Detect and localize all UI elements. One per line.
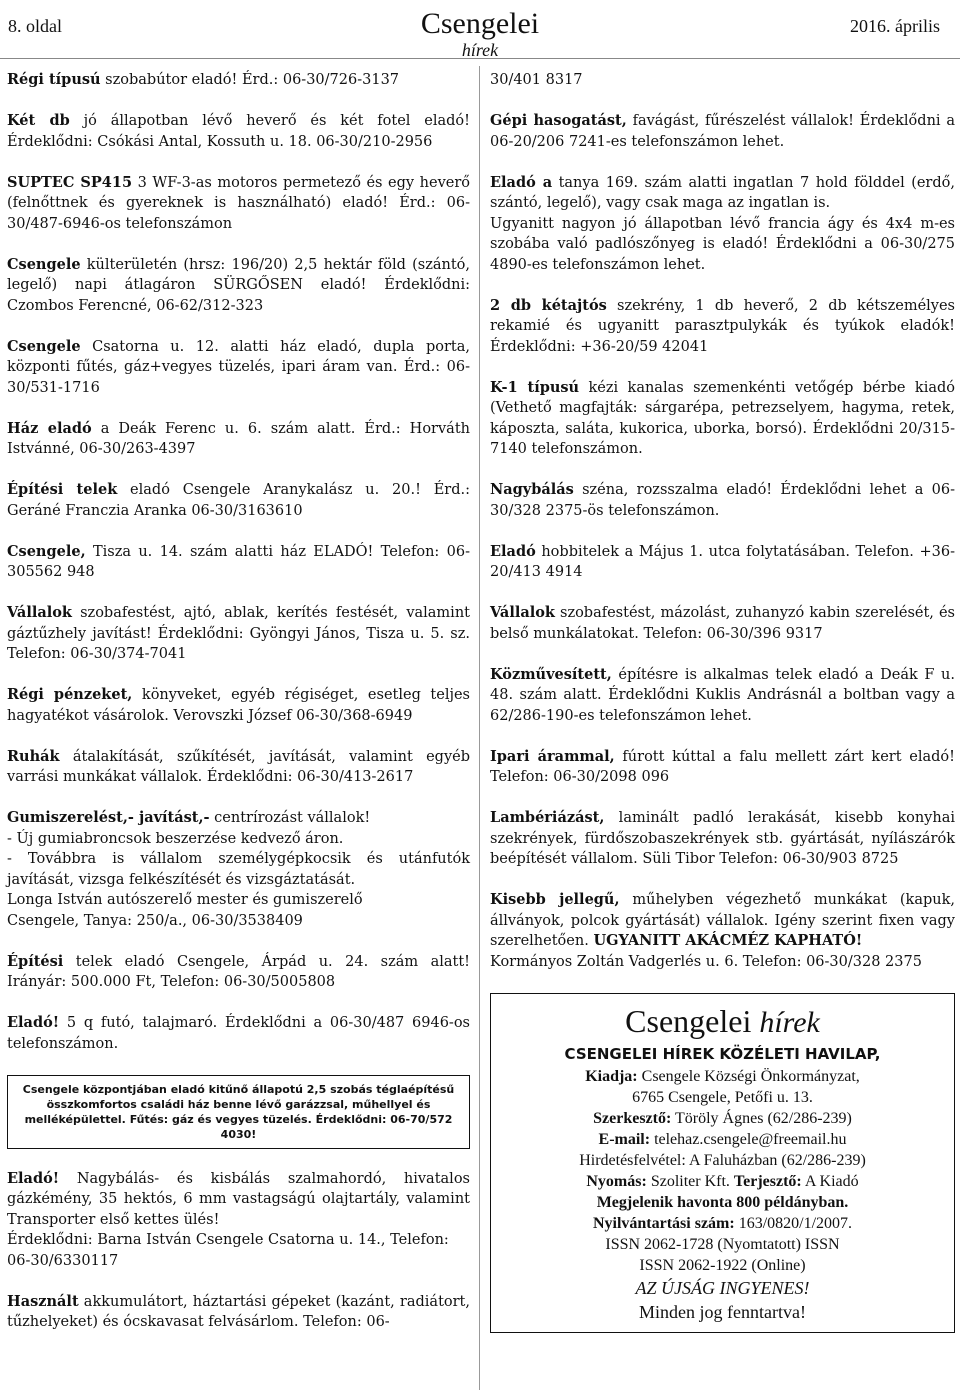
imprint-label: Terjesztő: [733, 1172, 802, 1190]
imprint-label: Nyilvántartási szám: [592, 1214, 735, 1232]
ad-lead: Használt [7, 1292, 79, 1310]
imprint-rights: Minden jog fenntartva! [639, 1301, 806, 1322]
masthead-title: Csengelei [420, 7, 540, 40]
classified-ad [490, 378, 955, 460]
imprint-editor [497, 1108, 948, 1129]
ad-lead: Kisebb jellegű, [490, 891, 620, 908]
ad-text: Csatorna u. 12. alatti ház eladó, dupla porta, központi fűtés, gáz+vegyes tüzelés, ipari áram van. Érd.: 06-30/531-1716 [7, 338, 470, 396]
imprint-ads: Hirdetésfelvétel: A Faluházban (62/286-239) [579, 1151, 866, 1169]
ad-lead: Lambériázást, [490, 809, 605, 826]
imprint-printing [497, 1171, 948, 1192]
page-header [0, 0, 960, 59]
classified-ad [490, 808, 955, 870]
classified-ad [490, 747, 955, 788]
ad-text: külterületén (hrsz: 196/20) 2,5 hektár föld (szántó, legelő) napi átlagáron SÜRGŐSEN eladó! Érdeklődni: Czombos Ferencné, 06-62/312-323 [7, 256, 470, 314]
classified-ad [7, 255, 470, 317]
imprint-label: E-mail: [598, 1130, 651, 1148]
classified-ad [490, 542, 955, 583]
imprint-value: Csengele Községi Önkormányzat, [637, 1067, 860, 1085]
ad-lead: Gépi hasogatást, [490, 112, 627, 129]
boxed-ad-text: Csengele központjában eladó kitűnő állapotú 2,5 szobás téglaépítésű összkomfortos családi ház benne lévő garázzsal, műhellyel és melléképülettel. Fűtés: gáz és vegyes tüzelés. [22, 1082, 455, 1126]
ad-text: a Deák Ferenc u. 6. szám alatt. Érd.: Horváth Istvánné, 06-30/263-4397 [7, 420, 470, 457]
classified-ad-tire-service [7, 808, 470, 931]
ad-text: akkumulátort, háztartási gépeket (kazánt, radiátort, tűzhelyeket) és ócskavasat felvásárlom. Telefon: 06- [7, 1293, 470, 1330]
ad-lead: Csengele, [7, 542, 86, 560]
imprint-label: Kiadja: [585, 1067, 638, 1085]
classified-ad-continuation: 30/401 8317 [490, 72, 583, 88]
ad-text: 5 q futó, talajmaró. Érdeklődni a 06-30/487 6946-os telefonszámon. [7, 1015, 470, 1052]
ad-lead: Ház eladó [7, 419, 92, 437]
ad-lead: Ipari árammal, [490, 747, 615, 765]
imprint-address: 6765 Csengele, Petőfi u. 13. [632, 1088, 813, 1106]
ad-text: hobbitelek a Május 1. utca folytatásában. Telefon. +36-20/413 4914 [490, 543, 955, 580]
imprint-issn-online: ISSN 2062-1922 (Online) [639, 1256, 806, 1274]
ad-lead: Csengele [7, 337, 81, 355]
ad-lead: Építési [7, 952, 64, 970]
imprint-publisher [497, 1066, 948, 1087]
ad-text: építésre is alkalmas telek eladó a Deák F u. 48. szám alatt. Érdeklődni Kuklis Andrásnál a boltban vagy a 62/286-190-es telefonszámon lehet. [490, 666, 955, 724]
imprint-issn-print: ISSN 2062-1728 (Nyomtatott) ISSN [605, 1235, 840, 1253]
ad-text: szekrény, 1 db heverő, 2 db kétszemélyes rekamié és ugyanitt parasztpulykák és tyúkok eladók! Érdeklődni: +36-20/59 42041 [490, 297, 955, 355]
imprint-label: Nyomás: [586, 1172, 647, 1190]
ad-text: centrírozást vállalok! [209, 810, 371, 826]
ad-line: Ugyanitt nagyon jó állapotban lévő francia ágy és 4x4 m-es szobába való padlószőnyeg is eladó! Érdeklődni a 06-30/275 4890-es telefonszámon lehet. [490, 215, 955, 273]
ad-text: telek eladó Csengele, Árpád u. 24. szám alatt! Irányár: 500.000 Ft, Telefon: 06-30/5005808 [7, 953, 470, 990]
ad-line: Csengele, Tanya: 250/a., 06-30/3538409 [7, 912, 303, 929]
ad-line: - Továbbra is vállalom személygépkocsik és utánfutók javítását, vizsga felkészítését és vizsgáztatását. [7, 851, 470, 888]
classified-ad [7, 419, 470, 460]
ad-lead: Régi típusú [7, 71, 101, 88]
classified-ad [7, 337, 470, 399]
ad-text: Nagybálás- és kisbálás szalmahordó, hivatalos gázkémény, 35 hektós, 6 mm vastagságú olajtartály, valamint Transporter első kettes ülés! [7, 1170, 470, 1228]
masthead [0, 0, 960, 60]
classified-ad [7, 1169, 470, 1272]
classified-ad [490, 603, 955, 644]
classified-ad [490, 890, 955, 972]
ad-emphasis: UGYANITT AKÁCMÉZ KAPHATÓ! [593, 932, 863, 949]
classified-ad [490, 173, 955, 276]
boxed-house-ad [7, 1075, 470, 1149]
ad-line: Kormányos Zoltán Vadgerlés u. 6. Telefon: 06-30/328 2375 [490, 953, 922, 970]
ad-text: szobabútor eladó! Érd.: 06-30/726-3137 [100, 72, 400, 88]
ad-lead: Eladó! [7, 1169, 60, 1187]
ad-lead: Csengele [7, 255, 81, 273]
ad-text: kézi kanalas szemenkénti vetőgép bérbe kiadó (Vethető magfajták: sárgarépa, petrezselyem, hagyma, retek, káposzta, saláta, kukorica, uborka, borsó). Érdeklődni 20/315-7140 telefonszámon. [490, 379, 955, 457]
ad-text: műhelyben végezhető munkákat (kapuk, állványok, polcok gyártását) vállalok. Igény szerint fixen vagy szerelhetően. [490, 892, 955, 949]
ad-lead: Eladó [490, 542, 536, 560]
ad-lead: SUPTEC SP415 [7, 173, 133, 191]
imprint-logo-main: Csengelei [625, 1002, 752, 1039]
imprint-value: Töröly Ágnes (62/286-239) [671, 1109, 852, 1127]
ad-lead: Két db [7, 112, 70, 129]
classified-ad [7, 952, 470, 993]
imprint-frequency-text: Megjelenik havonta 800 példányban. [596, 1193, 849, 1211]
masthead-subtitle: hírek [461, 40, 499, 60]
ad-lead: K-1 típusú [490, 378, 580, 396]
issue-date: 2016. április [850, 16, 940, 36]
imprint-logo-sub: hírek [759, 1005, 820, 1039]
classified-ad [7, 603, 470, 665]
imprint-title: CSENGELEI HÍREK KÖZÉLETI HAVILAP, [564, 1044, 881, 1063]
ad-text: szobafestést, ajtó, ablak, kerítés festését, valamint gáztűzhely javítást! Érdeklődni: Gyöngyi János, Tisza u. 5. sz. Telefon: 06-30/374-7041 [7, 605, 470, 662]
imprint-logo [497, 1002, 948, 1042]
column-divider [479, 66, 480, 1390]
imprint-value: A Kiadó [801, 1172, 859, 1190]
ad-lead: Nagybálás [490, 481, 574, 498]
classified-ad [490, 665, 955, 727]
right-column [490, 70, 955, 1333]
ad-text: laminált padló lerakását, kisebb konyhai szekrények, fürdőszobaszekrények stb. gyártását, nyílászárók beépítését vállalom. Süli Tibor Telefon: 06-30/903 8725 [490, 810, 955, 867]
classified-ad [7, 747, 470, 788]
imprint-value: 163/0820/1/2007. [734, 1214, 853, 1232]
ad-text: tanya 169. szám alatti ingatlan 7 hold földdel (erdő, szántó, legelő), vagy csak maga az ingatlan is. [490, 174, 955, 211]
classified-ad [490, 111, 955, 152]
classified-ad [7, 1292, 470, 1333]
ad-lead: 2 db kétajtós [490, 296, 607, 314]
classified-ad [490, 296, 955, 358]
imprint-value: Szoliter Kft. [646, 1172, 734, 1190]
ad-lead: Vállalok [7, 604, 72, 621]
ad-text: jó állapotban lévő heverő és két fotel eladó! Érdeklődni: Csókási Antal, Kossuth u. 18. 06-30/210-2956 [7, 113, 470, 150]
classified-ad [7, 1013, 470, 1054]
ad-text: eladó Csengele Aranykalász u. 20.! Érd.: Geráné Franczia Aranka 06-30/3163610 [7, 482, 470, 519]
ad-text: könyveket, egyéb régiséget, esetleg teljes hagyatékot vásárolok. Verovszki József 06-30/368-6949 [7, 687, 470, 724]
imprint-frequency [497, 1192, 948, 1213]
classified-ad [7, 542, 470, 583]
ad-text: fúrott kúttal a falu mellett zárt kert eladó! Telefon: 06-30/2098 096 [490, 748, 955, 785]
ad-lead: Gumiszerelést,- javítást,- [7, 809, 210, 826]
ad-line: - Új gumiabroncsok beszerzése kedvező áron. [7, 830, 344, 847]
ad-text: Tisza u. 14. szám alatti ház ELADÓ! Telefon: 06-305562 948 [7, 543, 470, 580]
ad-lead: Eladó a [490, 173, 553, 191]
ad-lead: Közművesített, [490, 665, 612, 683]
ad-lead: Ruhák [7, 747, 60, 765]
imprint-email [497, 1129, 948, 1150]
imprint-value: telehaz.csengele@freemail.hu [650, 1130, 847, 1148]
ad-text: széna, rozsszalma eladó! Érdeklődni lehet a 06-30/328 2375-ös telefonszámon. [490, 482, 955, 519]
ad-text: favágást, fűrészelést vállalok! Érdeklődni a 06-20/206 7241-es telefonszámon lehet. [490, 113, 955, 150]
ad-lead: Vállalok [490, 604, 555, 621]
imprint-free-notice: AZ ÚJSÁG INGYENES! [635, 1277, 810, 1298]
left-column [7, 70, 470, 1353]
ad-text: átalakítását, szűkítését, javítását, valamint egyéb varrási munkákat vállalok. Érdeklődni: 06-30/413-2617 [7, 748, 470, 785]
classified-ad [7, 173, 470, 235]
classified-ad [7, 685, 470, 726]
boxed-ad-contact: Érdeklődni: 06-70/572 4030! [220, 1112, 453, 1141]
ad-line: Longa István autószerelő mester és gumiszerelő [7, 892, 363, 908]
ad-text: szobafestést, mázolást, zuhanyzó kabin szerelését, és belső munkálatokat. Telefon: 06-30/396 9317 [490, 605, 955, 642]
classified-ad [7, 111, 470, 152]
ad-line: Érdeklődni: Barna István Csengele Csatorna u. 14., Telefon: 06-30/6330117 [7, 1232, 449, 1269]
imprint-registration [497, 1213, 948, 1234]
imprint-label: Szerkesztő: [593, 1109, 672, 1127]
page-number: 8. oldal [8, 16, 62, 36]
ad-lead: Régi pénzeket, [7, 686, 133, 703]
ad-lead: Eladó! [7, 1014, 60, 1031]
ad-lead: Építési telek [7, 481, 118, 498]
classified-ad [7, 70, 470, 91]
ad-text: 3 WF-3-as motoros permetező és egy heverő (felnőttnek és gyereknek is használható) eladó! Érd.: 06-30/487-6946-os telefonszámon [7, 174, 471, 232]
classified-ad [490, 480, 955, 521]
imprint-box [490, 993, 955, 1333]
classified-ad [7, 480, 470, 521]
